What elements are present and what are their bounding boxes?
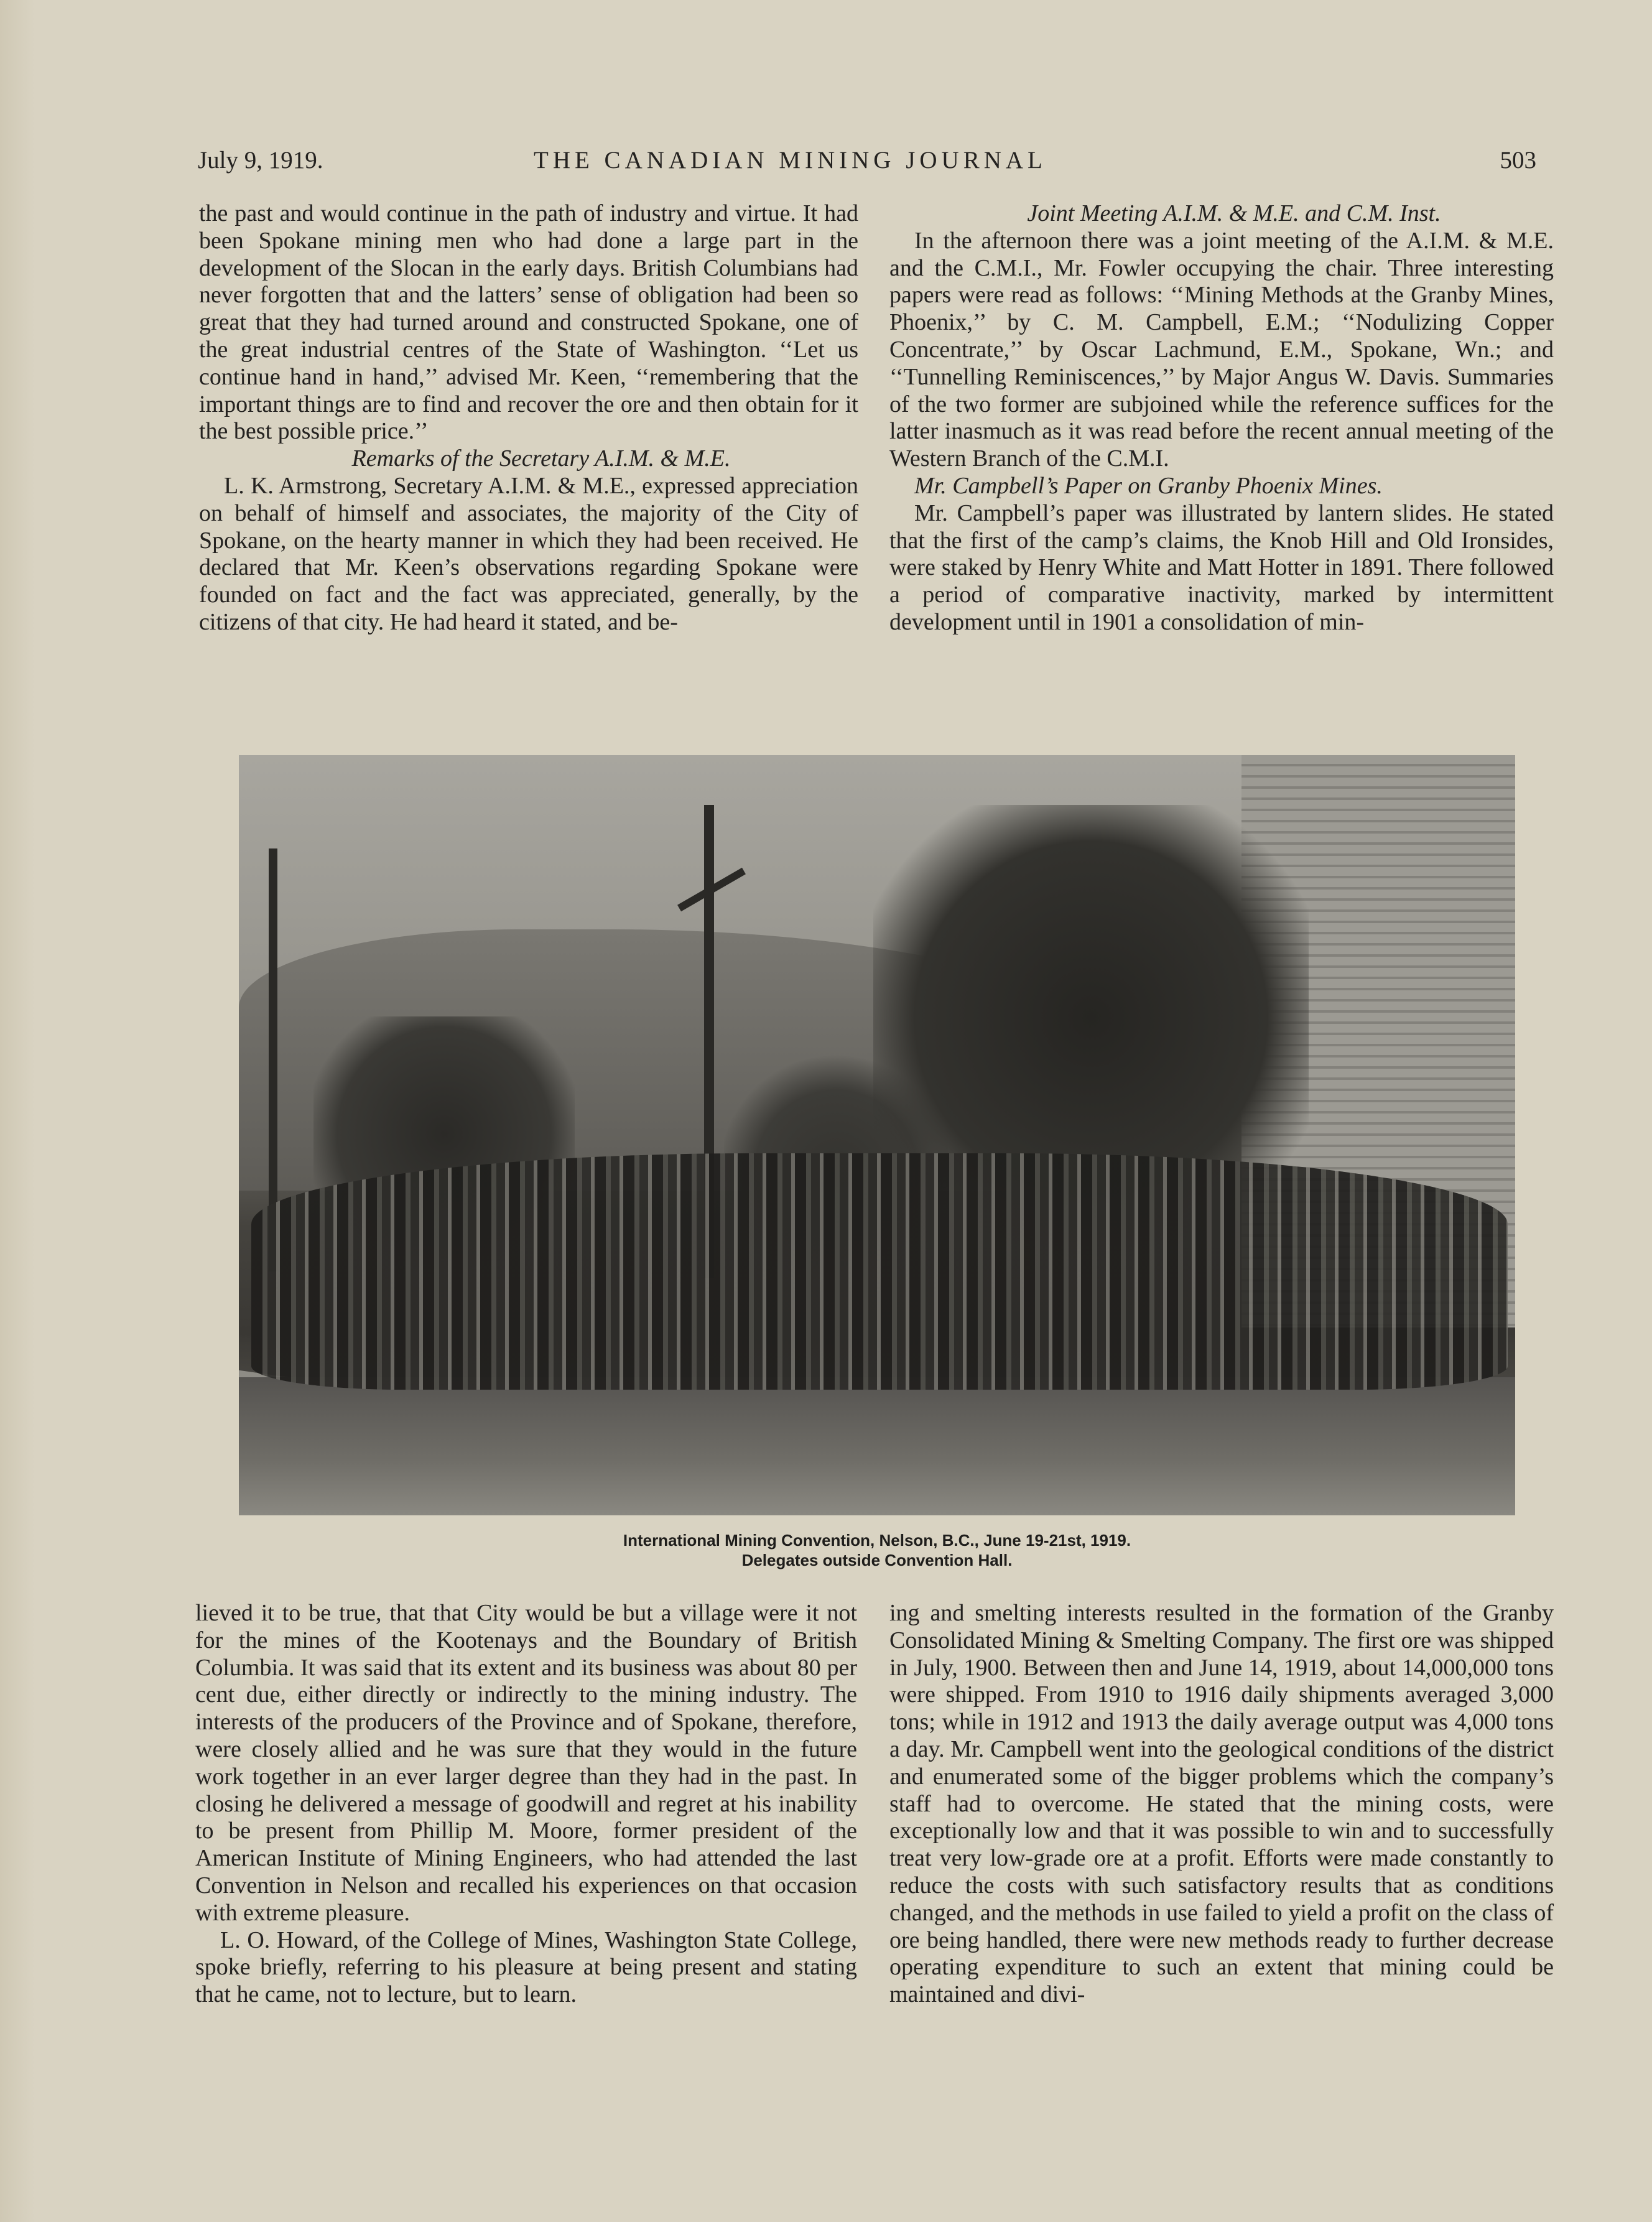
- column-top-left: [199, 200, 858, 636]
- paragraph: In the afternoon there was a joint meeting of the A.I.M. & M.E. and the C.M.I., Mr. Fowler occupying the chair. Three interesting papers were read as follows: ‘‘Mining Methods at the Granby Mines, Phoenix,’’ by C. M. Campbell, E.M.; ‘‘Nodulizing Copper Concentrate,’’ by Oscar Lachmund, E.M., Spokane, Wn.; and ‘‘Tunnelling Reminiscences,’’ by Major Angus W. Davis. Summaries of the two former are subjoined while the reference suffices for the latter inasmuch as it was read before the recent annual meeting of the Western Branch of the C.M.I.: [889, 227, 1554, 472]
- paragraph: L. K. Armstrong, Secretary A.I.M. & M.E., expressed appreciation on behalf of himself and associates, the majority of the City of Spokane, on the hearty manner in which they had been received. He declared that Mr. Keen’s observations regarding Spokane were founded on fact and the fact was appreciated, generally, by the citizens of that city. He had heard it stated, and be-: [199, 472, 858, 635]
- paragraph: L. O. Howard, of the College of Mines, Washington State College, spoke briefly, referring to his pleasure at being present and stating that he came, not to lecture, but to learn.: [195, 1927, 857, 2008]
- photo-grass: [239, 1377, 1515, 1515]
- journal-title: THE CANADIAN MINING JOURNAL: [534, 147, 1047, 174]
- section-subheading: Remarks of the Secretary A.I.M. & M.E.: [351, 445, 731, 472]
- column-bottom-right: [889, 1600, 1554, 2009]
- column-bottom-left: [195, 1600, 857, 2009]
- paragraph: lieved it to be true, that that City would be but a village were it not for the mines of the Kootenays and the Boundary of British Columbia. It was said that its extent and its business was about 80 per cent due, either directly or indirectly to the mining industry. The interests of the producers of the Province and of Spokane, therefore, were closely allied and he was sure that they would in the future work together in an ever larger degree than they had in the past. In closing he delivered a message of goodwill and regret at his inability to be present from Phillip M. Moore, former president of the American Institute of Mining Engineers, who had attended the last Convention in Nelson and recalled his experiences on that occasion with extreme pleasure.: [195, 1600, 857, 1926]
- page-number: 503: [1500, 147, 1536, 174]
- caption-line: Delegates outside Convention Hall.: [741, 1551, 1013, 1569]
- convention-group-photo: [239, 755, 1515, 1515]
- issue-date: July 9, 1919.: [198, 147, 323, 174]
- section-subheading: Joint Meeting A.I.M. & M.E. and C.M. Inst.: [1027, 200, 1441, 226]
- caption-line: International Mining Convention, Nelson, B.C., June 19-21st, 1919.: [623, 1531, 1131, 1550]
- photo-caption: [239, 1530, 1515, 1570]
- paragraph: the past and would continue in the path of industry and virtue. It had been Spokane mining men who had done a large part in the development of the Slocan in the early days. British Columbians had never forgotten that and the latters’ sense of obligation had been so great that they had turned around and constructed Spokane, one of the great industrial centres of the State of Washington. ‘‘Let us continue hand in hand,’’ advised Mr. Keen, ‘‘remembering that the important things are to find and recover the ore and then obtain for it the best possible price.’’: [199, 200, 858, 445]
- section-subheading: Mr. Campbell’s Paper on Granby Phoenix Mines.: [914, 472, 1383, 499]
- column-top-right: [889, 200, 1554, 636]
- page-binding-edge: [0, 0, 35, 2222]
- paragraph: Mr. Campbell’s paper was illustrated by lantern slides. He stated that the first of the camp’s claims, the Knob Hill and Old Ironsides, were staked by Henry White and Matt Hotter in 1891. There followed a period of comparative inactivity, marked by intermittent development until in 1901 a consolidation of min-: [889, 500, 1554, 635]
- running-header: [198, 142, 1536, 179]
- paragraph: ing and smelting interests resulted in the formation of the Granby Consolidated Mining & Smelting Company. The first ore was shipped in July, 1900. Between then and June 14, 1919, about 14,000,000 tons were shipped. From 1910 to 1916 daily shipments averaged 3,000 tons; while in 1912 and 1913 the daily average output was 4,000 tons a day. Mr. Campbell went into the geological conditions of the district and enumerated some of the bigger problems which the company’s staff had to overcome. He stated that the mining costs, were exceptionally low and that it was possible to win and to successfully treat very low-grade ore at a profit. Efforts were made constantly to reduce the costs with such satisfactory results that as conditions changed, and the methods in use failed to yield a profit on the class of ore being handled, there were new methods ready to further decrease operating expenditure to such an extent that mining could be maintained and divi-: [889, 1600, 1554, 2008]
- photo-delegates-crowd: [251, 1153, 1508, 1390]
